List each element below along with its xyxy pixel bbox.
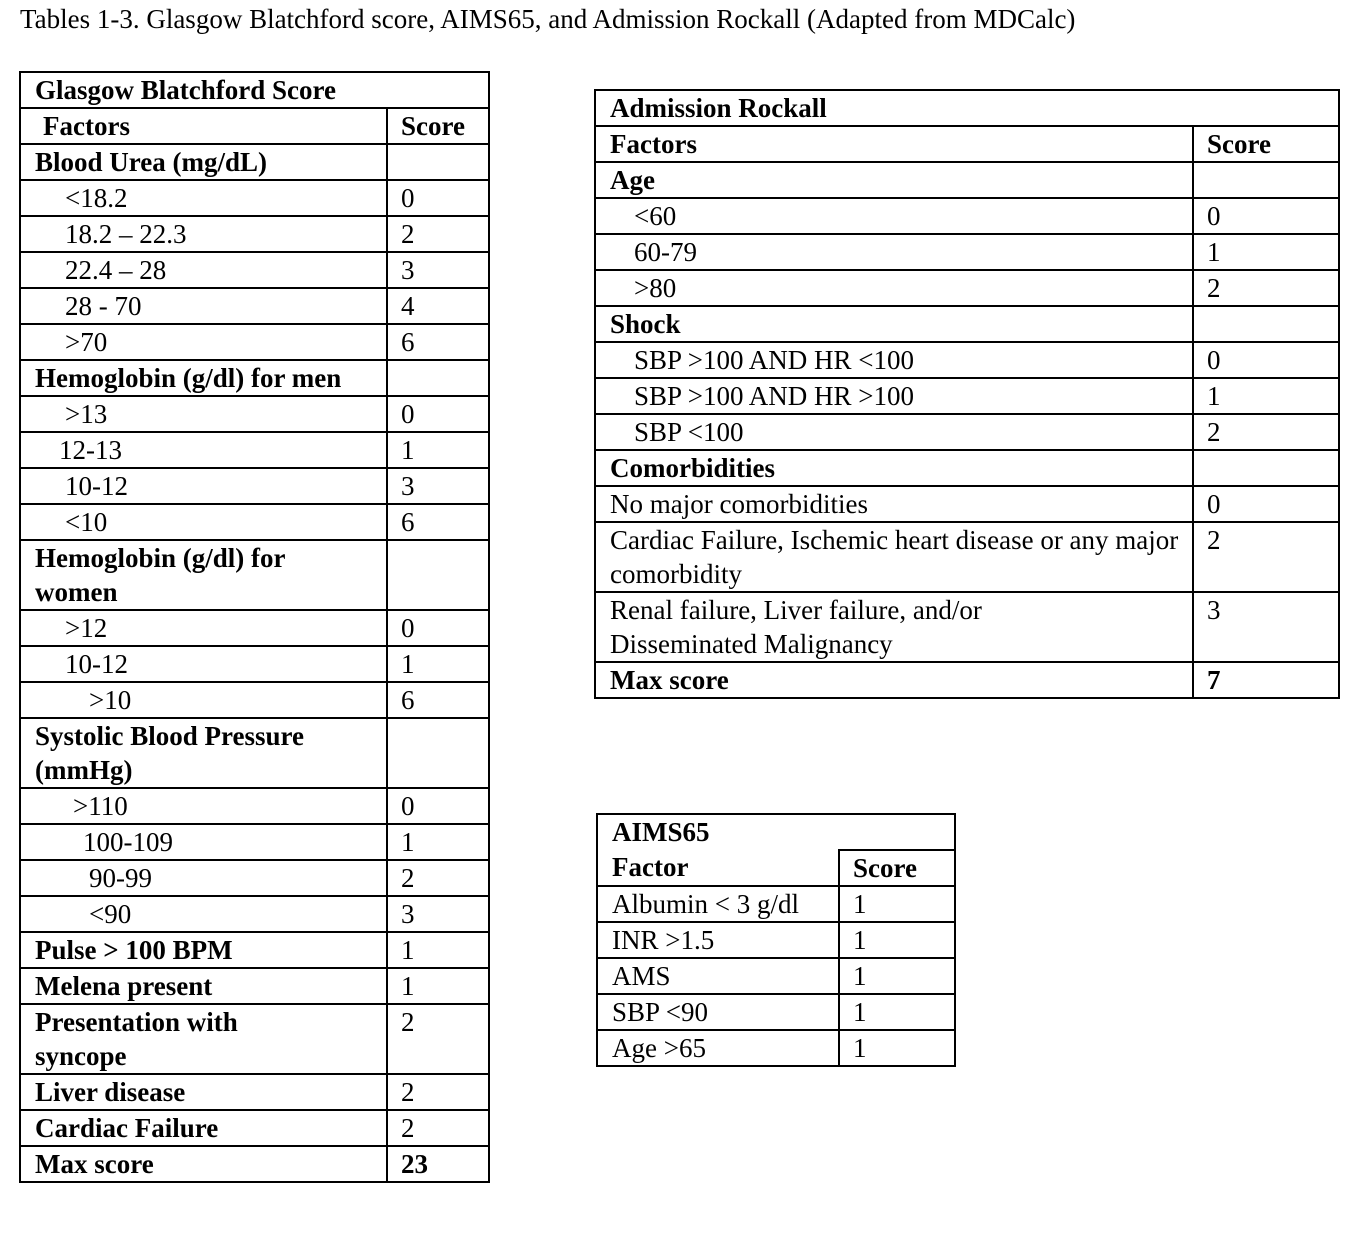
factor-label: >13 (65, 399, 108, 429)
score-cell: 3 (387, 468, 489, 504)
table-row (20, 288, 489, 324)
column-header-factor: Factor (612, 852, 689, 882)
table-row (597, 958, 955, 994)
tables-caption: Tables 1-3. Glasgow Blatchford score, AIMS65, and Admission Rockall (Adapted from MDCalc) (20, 4, 1076, 34)
table-row (20, 682, 489, 718)
table-row (20, 646, 489, 682)
factor-label: SBP >100 AND HR >100 (634, 381, 915, 411)
category-label: Shock (610, 309, 681, 339)
score-cell: 2 (387, 860, 489, 896)
table-title: Admission Rockall (610, 93, 827, 123)
score-cell (387, 540, 489, 610)
score-cell (387, 144, 489, 180)
max-score-row (595, 662, 1339, 698)
factor-label: 10-12 (65, 471, 128, 501)
factor-label: 10-12 (65, 649, 128, 679)
factor-label: 60-79 (634, 237, 697, 267)
category-label: Melena present (35, 971, 213, 1001)
table-row (595, 486, 1339, 522)
score-cell: 0 (387, 180, 489, 216)
score-cell: 0 (387, 788, 489, 824)
factor-label: 90-99 (89, 863, 152, 893)
table-row (20, 540, 489, 610)
factor-label: <60 (634, 201, 677, 231)
factor-label: Albumin < 3 g/dl (612, 889, 799, 919)
column-header-score: Score (387, 108, 489, 144)
category-label: Systolic Blood Pressure (mmHg) (35, 721, 305, 785)
table-row (597, 994, 955, 1030)
factor-label: <90 (89, 899, 132, 929)
table-row (20, 360, 489, 396)
factor-label: INR >1.5 (612, 925, 715, 955)
factor-label: >70 (65, 327, 108, 357)
factor-label: SBP >100 AND HR <100 (634, 345, 915, 375)
category-label: Liver disease (35, 1077, 186, 1107)
score-cell (1193, 306, 1339, 342)
column-header-score: Score (839, 850, 955, 886)
table-row (595, 378, 1339, 414)
max-score-value: 23 (387, 1146, 489, 1182)
score-cell: 2 (1193, 522, 1339, 592)
score-cell: 3 (387, 252, 489, 288)
score-cell: 1 (387, 932, 489, 968)
factor-label: >110 (73, 791, 128, 821)
max-score-label: Max score (610, 665, 729, 695)
table-row (20, 468, 489, 504)
table-row (595, 450, 1339, 486)
score-cell: 2 (1193, 414, 1339, 450)
table-row (595, 414, 1339, 450)
table-row (20, 1110, 489, 1146)
score-cell: 2 (387, 216, 489, 252)
table-row (595, 342, 1339, 378)
score-cell: 0 (387, 610, 489, 646)
table-row (595, 306, 1339, 342)
factor-label: No major comorbidities (610, 489, 868, 519)
table-row (20, 860, 489, 896)
score-cell (1193, 450, 1339, 486)
score-cell (387, 360, 489, 396)
score-cell: 1 (1193, 234, 1339, 270)
admission-rockall-table (594, 89, 1340, 699)
factor-label: 100-109 (83, 827, 173, 857)
table-row (20, 144, 489, 180)
score-cell: 2 (387, 1074, 489, 1110)
factor-label: Renal failure, Liver failure, and/or Disseminated Malignancy (610, 595, 982, 659)
factor-label: Cardiac Failure, Ischemic heart disease or any major comorbidity (610, 525, 1179, 589)
factor-label: SBP <100 (634, 417, 744, 447)
table-row (20, 932, 489, 968)
table-row (20, 504, 489, 540)
category-label: Hemoglobin (g/dl) for men (35, 363, 342, 393)
factor-label: 28 - 70 (65, 291, 142, 321)
table-title: AIMS65 (612, 817, 710, 847)
table-row (595, 234, 1339, 270)
score-cell: 2 (387, 1110, 489, 1146)
table-row (595, 198, 1339, 234)
score-cell (387, 718, 489, 788)
table-row (20, 788, 489, 824)
table-row (595, 270, 1339, 306)
score-cell: 0 (1193, 342, 1339, 378)
score-cell: 6 (387, 682, 489, 718)
max-score-row (20, 1146, 489, 1182)
max-score-value: 7 (1193, 662, 1339, 698)
factor-label: <18.2 (65, 183, 128, 213)
table-row (597, 886, 955, 922)
score-cell: 1 (839, 958, 955, 994)
score-cell: 3 (387, 896, 489, 932)
score-cell: 6 (387, 324, 489, 360)
table-row (20, 1004, 489, 1074)
table-row (20, 824, 489, 860)
category-label: Age (610, 165, 655, 195)
factor-label: 22.4 – 28 (65, 255, 167, 285)
table-row (20, 432, 489, 468)
score-cell: 0 (387, 396, 489, 432)
category-label: Presentation with syncope (35, 1007, 238, 1071)
score-cell: 1 (387, 968, 489, 1004)
score-cell: 6 (387, 504, 489, 540)
score-cell: 1 (1193, 378, 1339, 414)
max-score-label: Max score (35, 1149, 154, 1179)
score-cell: 4 (387, 288, 489, 324)
factor-label: >12 (65, 613, 108, 643)
table-row (20, 396, 489, 432)
score-cell: 1 (839, 886, 955, 922)
score-cell: 0 (1193, 486, 1339, 522)
column-header-factors: Factors (610, 129, 697, 159)
table-row (20, 718, 489, 788)
table-row (595, 592, 1339, 662)
category-label: Hemoglobin (g/dl) for women (35, 543, 286, 607)
score-cell: 1 (387, 646, 489, 682)
table-row (597, 1030, 955, 1066)
factor-label: SBP <90 (612, 997, 709, 1027)
category-label: Blood Urea (mg/dL) (35, 147, 268, 177)
category-label: Pulse > 100 BPM (35, 935, 233, 965)
glasgow-blatchford-table (19, 71, 490, 1183)
table-row (20, 180, 489, 216)
table-row (595, 522, 1339, 592)
score-cell: 1 (839, 1030, 955, 1066)
category-label: Comorbidities (610, 453, 775, 483)
score-cell: 1 (839, 922, 955, 958)
factor-label: 18.2 – 22.3 (65, 219, 187, 249)
table-row (20, 896, 489, 932)
factor-label: Age >65 (612, 1033, 706, 1063)
table-row (20, 610, 489, 646)
factor-label: <10 (65, 507, 108, 537)
column-header-score: Score (1193, 126, 1339, 162)
score-cell: 1 (387, 824, 489, 860)
aims65-table (596, 813, 956, 1067)
table-row (597, 922, 955, 958)
table-row (20, 968, 489, 1004)
factor-label: >80 (634, 273, 677, 303)
factor-label: 12-13 (59, 435, 122, 465)
category-label: Cardiac Failure (35, 1113, 219, 1143)
factor-label: AMS (612, 961, 671, 991)
score-cell: 2 (1193, 270, 1339, 306)
score-cell: 2 (387, 1004, 489, 1074)
table-row (20, 252, 489, 288)
factor-label: >10 (89, 685, 132, 715)
table-row (595, 162, 1339, 198)
score-cell: 0 (1193, 198, 1339, 234)
table-title: Glasgow Blatchford Score (35, 75, 336, 105)
score-cell (1193, 162, 1339, 198)
table-row (20, 1074, 489, 1110)
table-row (20, 216, 489, 252)
score-cell: 1 (839, 994, 955, 1030)
score-cell: 1 (387, 432, 489, 468)
column-header-factors: Factors (43, 111, 130, 141)
score-cell: 3 (1193, 592, 1339, 662)
table-row (20, 324, 489, 360)
